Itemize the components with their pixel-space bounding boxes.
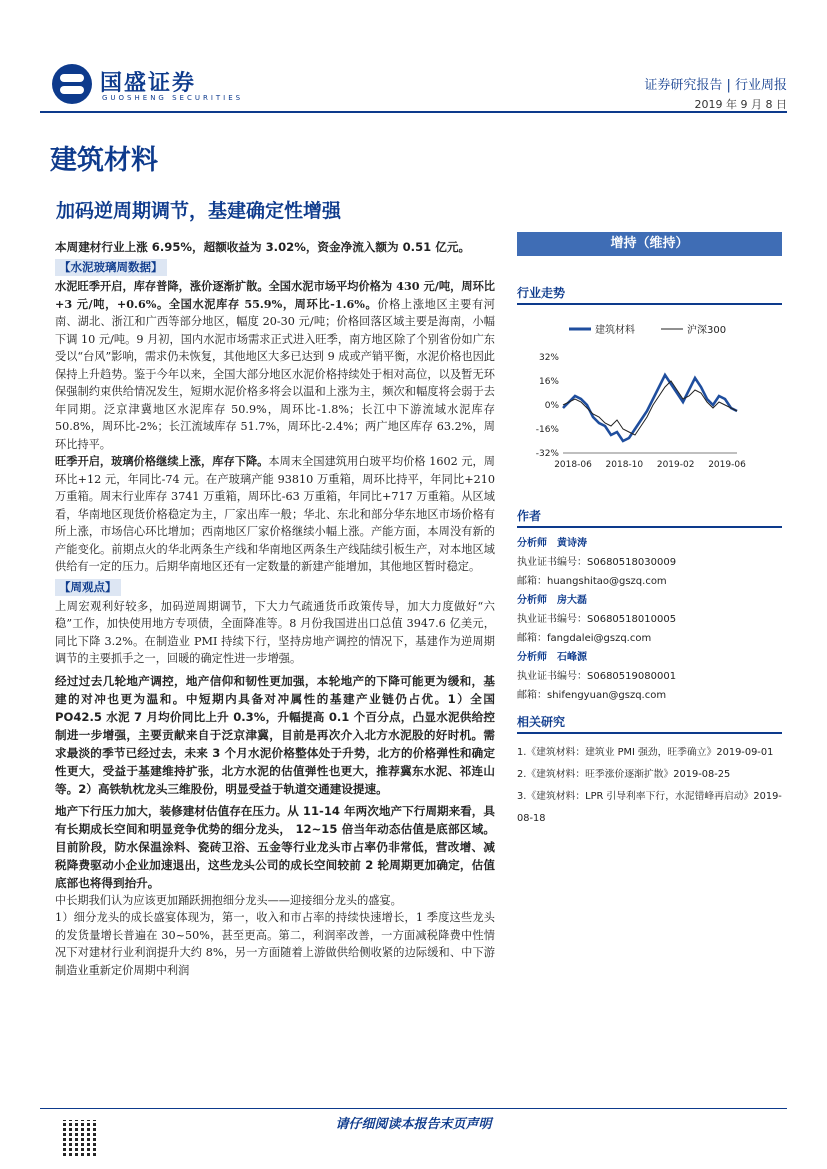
y-tick-label: 32% <box>538 353 559 363</box>
report-date: 2019 年 9 月 8 日 <box>694 98 787 111</box>
paragraph-growth: 1）细分龙头的成长盛宴体现为，第一，收入和市占率的持续快速增长，1 季度这些龙头的发货量增长普遍在 30~50%，甚至更高。第二，利润率改善，一方面减税降费中性情况下对建材行业利润提升大约 8%，另一方面随着上游做供给侧收紧的边际缓和、中下游制造业重新定价周期中利润 <box>55 911 495 977</box>
main-content <box>55 238 495 979</box>
industry-title: 建筑材料 <box>50 145 158 176</box>
page-header <box>40 62 787 112</box>
legend-label: 建筑材料 <box>595 325 635 336</box>
paragraph-infrastructure: 经过过去几轮地产调控，地产信仰和韧性更加强，本轮地产的下降可能更为缓和，基建的对冲也更为温和。中短期内具备对冲属性的基建产业链仍占优。1）全国 PO42.5 水泥 7 月均价同比上升 0.3%，升幅提高 0.1 个百分点，凸显水泥供给控制进一步增强，主要贡献来自于泛京津冀，目前是再次介入北方水泥股的好时机。需求最淡的季节已经过去，未来 3 个月水泥价格整体处于升势，北方的价格弹性和确定性更大，受益于基建维持扩张，北方水泥的估值弹性也更大，推荐冀东水泥、祁连山等。2）高铁轨枕龙头三维股份，明显受益于轨道交通建设提速。 <box>55 673 495 796</box>
qr-code-pattern <box>63 1120 99 1156</box>
paragraph-glass <box>55 453 495 576</box>
analyst-name: 黄诗涛 <box>557 538 587 549</box>
series-line <box>563 375 737 441</box>
footer-disclaimer: 请仔细阅读本报告末页声明 <box>335 1117 492 1132</box>
analyst-role: 分析师 <box>517 538 547 549</box>
y-tick-label: 16% <box>538 377 559 387</box>
analyst-entry <box>517 534 782 591</box>
analyst-name: 石峰源 <box>557 652 587 663</box>
logo-name: 国盛证券 <box>100 71 197 96</box>
analyst-license: 执业证书编号：S0680518010005 <box>517 614 677 625</box>
analyst-name: 房大磊 <box>557 595 587 606</box>
paragraph-glass-body: 本周末全国建筑用白玻平均价格 1602 元，周环比+12 元，年同比-74 元。在产玻璃产能 93810 万重箱，周环比持平，年同比+210 万重箱。周末行业库存 3741 万重箱，周环比-63 万重箱，年同比+717 万重箱。从区域看，华南地区现货价格稳定为主，厂家出库一般；华北、东北和部分华东地区市场价格有所上涨，市场信心环比增加；西南地区厂家价格继续小幅上涨。产能方面，本周没有新的产能变化。前期点火的华北两条生产线和华南地区两条生产线陆续引板生产，对本地区域供给有一定的压力。后期华南地区还有一定数量的新建产能增加，其他地区暂时稳定。 <box>55 455 495 573</box>
paragraph-cement-body: 价格上涨地区主要有河南、湖北、浙江和广西等部分地区，幅度 20-30 元/吨；价格回落区域主要是海南，小幅下调 10 元/吨。9 月初，国内水泥市场需求正式进入旺季，南方地区除了个别省份如广东受以“台风”影响，需求仍未恢复，其他地区大多已达到 9 成或产销平衡，水泥价格也因此保持上升趋势。鉴于今年以来，全国大部分地区水泥价格持续处于相对高位，以及暂无环保强制约束供给情况发生，短期水泥价格多将会以温和上涨为主，频次和幅度将会弱于去年同期。泛京津冀地区水泥库存 50.9%，周环比-1.8%；长江中下游流域水泥库存 50.8%，周环比-2%；长江流域库存 51.7%，周环比-2.4%；两广地区库存 63.2%，周环比持平。 <box>55 297 495 451</box>
rating-badge: 增持（维持） <box>517 232 782 256</box>
x-tick-label: 2018-06 <box>554 460 592 470</box>
trend-chart-svg <box>517 317 782 495</box>
paragraph-macro: 上周宏观利好较多，加码逆周期调节，下大力气疏通货币政策传导，加大力度做好“六稳”工作，加快使用地方专项债，全面降准等。8 月份我国进出口总值 3947.6 亿美元，同比下降 3.2%。在制造业 PMI 持续下行，坚持房地产调控的情况下，基建作为逆周期调节的主要抓手之一，回暖的确定性进一步增强。 <box>55 599 495 665</box>
analyst-role: 分析师 <box>517 652 547 663</box>
y-tick-label: -32% <box>535 449 559 459</box>
x-tick-label: 2018-10 <box>605 460 644 470</box>
related-item[interactable]: 2.《建筑材料：旺季涨价逐渐扩散》2019-08-25 <box>517 769 731 780</box>
analyst-email[interactable]: 邮箱：shifengyuan@gszq.com <box>517 690 667 701</box>
authors-title: 作者 <box>517 507 782 528</box>
y-tick-label: 0% <box>544 401 559 411</box>
analyst-role: 分析师 <box>517 595 547 606</box>
report-type: 证券研究报告 | 行业周报 <box>644 78 787 93</box>
paragraph-property: 地产下行压力加大，装修建材估值存在压力。从 11-14 年两次地产下行周期来看，具有长期成长空间和明显竞争优势的细分龙头， 12~15 倍当年动态估值是底部区域。目前阶段，防水保温涂料、瓷砖卫浴、五金等行业龙头市占率仍非常低，营改增、减税降费驱动小企业加速退出，这些龙头公司的成长空间较前 2 轮周期更加确定，估值底部也将得到抬升。 <box>55 803 495 890</box>
analyst-email[interactable]: 邮箱：fangdalei@gszq.com <box>517 633 652 644</box>
paragraph-cement-lead: 水泥旺季开启，库存普降，涨价逐渐扩散。全国水泥市场平均价格为 430 元/吨，周环比+3 元/吨，+0.6%。全国水泥库存 55.9%，周环比-1.6%。 <box>55 279 495 311</box>
analyst-list <box>517 534 782 705</box>
company-logo <box>52 64 252 106</box>
legend-label: 沪深300 <box>687 325 727 336</box>
x-tick-label: 2019-06 <box>708 460 746 470</box>
footer-divider <box>40 1108 787 1109</box>
analyst-entry <box>517 648 782 705</box>
section-cement-glass: 【水泥玻璃周数据】 <box>55 259 167 276</box>
paragraph-long-term: 中长期我们认为应该更加踊跃拥抱细分龙头——迎接细分龙头的盛宴。 <box>55 893 402 907</box>
analyst-email[interactable]: 邮箱：huangshitao@gszq.com <box>517 576 667 587</box>
paragraph-glass-lead: 旺季开启，玻璃价格继续上涨，库存下降。 <box>55 454 269 468</box>
analyst-entry <box>517 591 782 648</box>
header-divider <box>40 111 787 113</box>
logo-icon <box>52 64 92 104</box>
related-item[interactable]: 3.《建筑材料：LPR 引导利率下行，水泥错峰再启动》2019-08-18 <box>517 791 782 824</box>
section-weekly-view: 【周观点】 <box>55 579 121 596</box>
y-tick-label: -16% <box>535 425 559 435</box>
analyst-license: 执业证书编号：S0680518030009 <box>517 557 677 568</box>
related-list <box>517 742 782 830</box>
report-headline: 加码逆周期调节，基建确定性增强 <box>56 200 342 222</box>
logo-english: GUOSHENG SECURITIES <box>102 94 244 102</box>
paragraph-cement <box>55 278 495 453</box>
analyst-license: 执业证书编号：S0680519080001 <box>517 671 677 682</box>
summary: 本周建材行业上涨 6.95%，超额收益为 3.02%，资金净流入额为 0.51 亿元。 <box>55 240 471 254</box>
trend-title: 行业走势 <box>517 284 782 305</box>
related-item[interactable]: 1.《建筑材料：建筑业 PMI 强劲，旺季确立》2019-09-01 <box>517 747 774 758</box>
trend-chart <box>517 317 782 495</box>
sidebar <box>517 232 782 830</box>
related-title: 相关研究 <box>517 713 782 734</box>
x-tick-label: 2019-02 <box>656 460 695 470</box>
